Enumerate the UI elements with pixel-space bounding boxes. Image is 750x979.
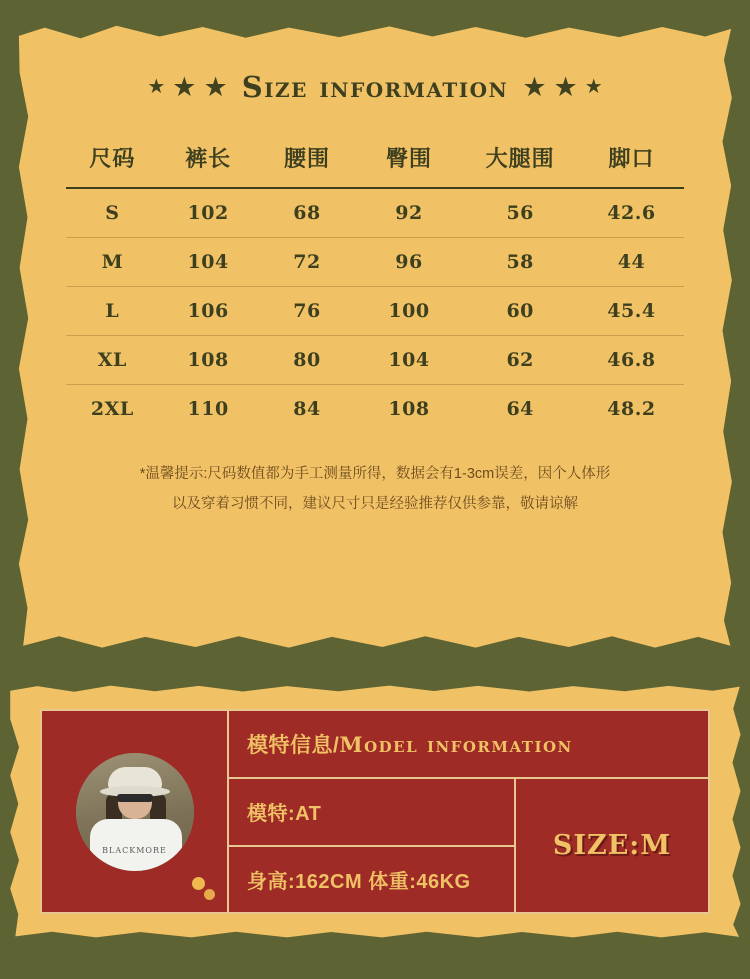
model-photo-cell [42,711,227,912]
note-line-2: 以及穿着习惯不同，建议尺寸只是经验推荐仅供参靠，敬请谅解 [172,496,578,512]
column-header-waist: 腰围 [283,146,330,172]
model-info-rows [229,779,516,912]
cell-thigh: 62 [506,349,534,371]
cell-hem: 44 [617,251,646,273]
cell-size: L [105,300,120,322]
cell-waist: 76 [293,300,321,322]
decorative-dot [204,889,215,900]
star-icon: ★ [172,71,197,102]
column-header-hem: 脚口 [608,146,655,172]
star-icon: ★ [584,76,603,98]
size-table-body [66,188,684,433]
cell-length: 104 [187,251,229,273]
table-header-row [66,138,684,188]
model-info-title-en: Model information [339,731,573,757]
table-row [66,385,684,434]
table-row [66,287,684,336]
size-table-head [66,138,684,188]
decorative-dot [192,877,205,890]
model-measurements-row: 身高:162CM 体重:46KG [247,870,471,893]
model-info-title-cn: 模特信息/ [247,734,340,757]
avatar [76,753,194,871]
cell-length: 106 [187,300,229,322]
cell-thigh: 56 [506,202,534,224]
star-group-left [147,71,228,102]
cell-length: 110 [187,398,229,420]
status-badge: SIZE:M [552,830,672,861]
shirt-text: BLACKMORE [102,845,167,855]
cell-thigh: 60 [506,300,534,322]
cell-size: 2XL [90,398,134,420]
cell-hem: 46.8 [607,349,656,371]
cell-hem: 48.2 [607,398,656,420]
column-header-thigh: 大腿围 [485,146,555,172]
cell-thigh: 64 [506,398,534,420]
cell-size: XL [97,349,127,371]
cell-length: 108 [187,349,229,371]
star-icon: ★ [203,71,228,102]
star-icon: ★ [553,71,578,102]
model-name-row: 模特:AT [229,779,514,847]
bottom-strip [0,941,750,979]
cell-hip: 104 [388,349,430,371]
column-header-size: 尺码 [89,146,136,172]
column-header-length: 裤长 [185,146,232,172]
column-header-hip: 臀围 [385,146,432,172]
star-icon: ★ [147,76,166,98]
size-table [66,138,684,433]
model-info-title [229,711,708,779]
model-size-cell [516,779,708,912]
cell-hem: 45.4 [607,300,656,322]
model-information-panel [40,709,710,914]
cell-waist: 68 [293,202,321,224]
table-row [66,188,684,238]
cell-waist: 84 [293,398,321,420]
cell-length: 102 [187,202,229,224]
cell-size: M [101,251,124,273]
shirt [90,819,182,871]
table-row [66,238,684,287]
model-info-cell [227,711,708,912]
measurement-note [70,459,680,519]
note-line-1: *温馨提示:尺码数值都为手工测量所得，数据会有1-3cm误差，因个人体形 [139,466,611,482]
model-info-body [229,779,708,912]
cell-hip: 100 [388,300,430,322]
cell-hem: 42.6 [607,202,656,224]
star-group-right [522,71,603,102]
sunglasses-icon [117,794,153,802]
cell-hip: 92 [395,202,423,224]
table-row [66,336,684,385]
cell-hip: 96 [395,251,423,273]
cell-hip: 108 [388,398,430,420]
cell-size: S [105,202,120,224]
size-information-heading [46,70,704,104]
star-icon: ★ [522,71,547,102]
page-title: Size information [241,70,509,104]
cell-waist: 72 [293,251,321,273]
cell-thigh: 58 [506,251,534,273]
cell-waist: 80 [293,349,321,371]
